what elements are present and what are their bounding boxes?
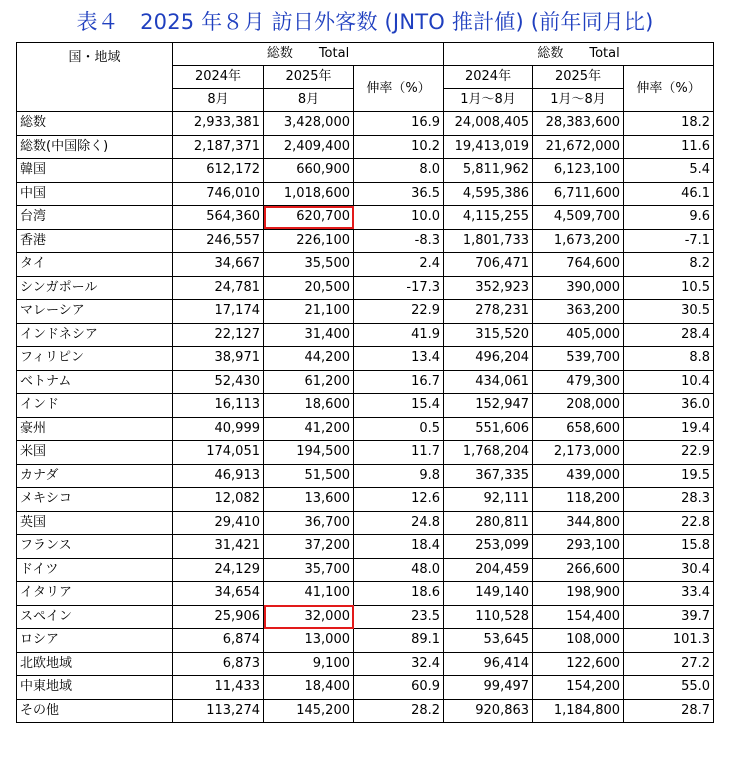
aug-2025-cell: 37,200 [264,535,354,559]
aug-2024-cell: 31,421 [173,535,264,559]
jan-aug-growth-rate-cell: 22.8 [624,511,714,535]
aug-2024-cell: 2,933,381 [173,112,264,136]
ytd-total-group-header: 総数 Total [444,43,714,66]
region-name-cell: イタリア [17,582,173,606]
region-name-cell: 北欧地域 [17,652,173,676]
aug-growth-rate-cell: -17.3 [354,276,444,300]
region-column-header: 国・地域 [17,43,173,112]
aug-2024-cell: 246,557 [173,229,264,253]
jan-aug-2024-cell: 280,811 [444,511,533,535]
jan-aug-2024-cell: 5,811,962 [444,159,533,183]
jan-aug-2025-cell: 208,000 [533,394,624,418]
jan-aug-growth-rate-cell: 28.3 [624,488,714,512]
aug-2025-cell: 660,900 [264,159,354,183]
jan-aug-2025-cell: 108,000 [533,629,624,653]
aug-growth-rate-cell: 32.4 [354,652,444,676]
jan-aug-2025-cell: 122,600 [533,652,624,676]
jan-aug-2024-cell: 253,099 [444,535,533,559]
aug-growth-rate-cell: 10.0 [354,206,444,230]
table-row [17,182,714,206]
jan-aug-2025-cell: 539,700 [533,347,624,371]
region-name-cell: インド [17,394,173,418]
aug-2024-cell: 22,127 [173,323,264,347]
aug-2024-cell: 746,010 [173,182,264,206]
aug-2024-cell: 29,410 [173,511,264,535]
jan-aug-2025-cell: 479,300 [533,370,624,394]
aug-growth-rate-cell: -8.3 [354,229,444,253]
jan-aug-2025-cell: 154,400 [533,605,624,629]
aug-2024-cell: 38,971 [173,347,264,371]
aug-2024-cell: 612,172 [173,159,264,183]
ytd-2025-period-header: 1月～8月 [533,89,624,112]
monthly-rate-header: 伸率（%） [354,66,444,112]
aug-2025-cell: 3,428,000 [264,112,354,136]
jan-aug-2024-cell: 4,595,386 [444,182,533,206]
aug-2025-cell: 31,400 [264,323,354,347]
aug-2025-cell: 35,500 [264,253,354,277]
jan-aug-growth-rate-cell: 28.4 [624,323,714,347]
jan-aug-2025-cell: 118,200 [533,488,624,512]
ytd-2024-period-header: 1月～8月 [444,89,533,112]
jan-aug-growth-rate-cell: 28.7 [624,699,714,723]
jan-aug-2024-cell: 1,801,733 [444,229,533,253]
aug-growth-rate-cell: 8.0 [354,159,444,183]
jan-aug-2025-cell: 6,123,100 [533,159,624,183]
region-name-cell: 米国 [17,441,173,465]
region-name-cell: カナダ [17,464,173,488]
jan-aug-2025-cell: 1,673,200 [533,229,624,253]
aug-2025-cell: 2,409,400 [264,135,354,159]
jan-aug-growth-rate-cell: 22.9 [624,441,714,465]
jan-aug-2025-cell: 658,600 [533,417,624,441]
jan-aug-growth-rate-cell: 46.1 [624,182,714,206]
aug-growth-rate-cell: 23.5 [354,605,444,629]
aug-2025-cell: 13,600 [264,488,354,512]
aug-growth-rate-cell: 15.4 [354,394,444,418]
region-name-cell: シンガポール [17,276,173,300]
aug-growth-rate-cell: 60.9 [354,676,444,700]
aug-growth-rate-cell: 0.5 [354,417,444,441]
table-row [17,229,714,253]
jan-aug-2025-cell: 198,900 [533,582,624,606]
region-name-cell: ドイツ [17,558,173,582]
monthly-total-group-header: 総数 Total [173,43,444,66]
jan-aug-2024-cell: 19,413,019 [444,135,533,159]
aug-2025-cell: 61,200 [264,370,354,394]
aug-growth-rate-cell: 24.8 [354,511,444,535]
jan-aug-2025-cell: 390,000 [533,276,624,300]
region-name-cell: タイ [17,253,173,277]
region-name-cell: インドネシア [17,323,173,347]
table-header [17,43,714,112]
jan-aug-2025-cell: 293,100 [533,535,624,559]
table-title: 表４ 2025 年８月 訪日外客数 (JNTO 推計値) (前年同月比) [76,10,654,34]
table-row [17,253,714,277]
aug-growth-rate-cell: 28.2 [354,699,444,723]
jan-aug-growth-rate-cell: 10.4 [624,370,714,394]
aug-growth-rate-cell: 89.1 [354,629,444,653]
table-row [17,511,714,535]
ytd-2025-year-header: 2025年 [533,66,624,89]
aug-2025-cell: 145,200 [264,699,354,723]
jan-aug-2024-cell: 551,606 [444,417,533,441]
jan-aug-growth-rate-cell: 55.0 [624,676,714,700]
table-row [17,323,714,347]
aug-2024-cell: 34,654 [173,582,264,606]
aug-2024-cell: 46,913 [173,464,264,488]
aug-2024-cell: 17,174 [173,300,264,324]
table-row [17,676,714,700]
aug-2025-cell: 41,200 [264,417,354,441]
region-name-cell: その他 [17,699,173,723]
jan-aug-growth-rate-cell: 11.6 [624,135,714,159]
jan-aug-2024-cell: 99,497 [444,676,533,700]
aug-2024-cell: 25,906 [173,605,264,629]
table-row [17,699,714,723]
jan-aug-2025-cell: 21,672,000 [533,135,624,159]
ytd-rate-header: 伸率（%） [624,66,714,112]
jan-aug-2024-cell: 278,231 [444,300,533,324]
aug-growth-rate-cell: 36.5 [354,182,444,206]
region-name-cell: 豪州 [17,417,173,441]
aug-2024-cell: 11,433 [173,676,264,700]
jan-aug-2024-cell: 204,459 [444,558,533,582]
table-body [17,112,714,723]
visitor-statistics-table [16,42,714,723]
jan-aug-growth-rate-cell: 27.2 [624,652,714,676]
table-row [17,300,714,324]
jan-aug-2024-cell: 920,863 [444,699,533,723]
aug-2024-cell: 52,430 [173,370,264,394]
aug-growth-rate-cell: 41.9 [354,323,444,347]
table-row [17,629,714,653]
aug-2024-cell: 564,360 [173,206,264,230]
aug-growth-rate-cell: 12.6 [354,488,444,512]
monthly-2025-year-header: 2025年 [264,66,354,89]
jan-aug-2024-cell: 96,414 [444,652,533,676]
table-row [17,441,714,465]
table-row [17,488,714,512]
aug-2025-cell: 620,700 [264,206,354,230]
monthly-2025-period-header: 8月 [264,89,354,112]
region-name-cell: ロシア [17,629,173,653]
aug-growth-rate-cell: 9.8 [354,464,444,488]
jan-aug-growth-rate-cell: 8.8 [624,347,714,371]
aug-2024-cell: 24,781 [173,276,264,300]
jan-aug-growth-rate-cell: 8.2 [624,253,714,277]
jan-aug-2025-cell: 405,000 [533,323,624,347]
aug-2024-cell: 40,999 [173,417,264,441]
jan-aug-2025-cell: 6,711,600 [533,182,624,206]
jan-aug-2025-cell: 439,000 [533,464,624,488]
jan-aug-2025-cell: 266,600 [533,558,624,582]
jan-aug-2024-cell: 1,768,204 [444,441,533,465]
aug-2025-cell: 18,400 [264,676,354,700]
aug-growth-rate-cell: 16.7 [354,370,444,394]
aug-growth-rate-cell: 11.7 [354,441,444,465]
jan-aug-2025-cell: 4,509,700 [533,206,624,230]
aug-2025-cell: 194,500 [264,441,354,465]
aug-2025-cell: 13,000 [264,629,354,653]
monthly-2024-period-header: 8月 [173,89,264,112]
jan-aug-2024-cell: 496,204 [444,347,533,371]
aug-2024-cell: 12,082 [173,488,264,512]
table-row [17,370,714,394]
region-name-cell: マレーシア [17,300,173,324]
table-row [17,464,714,488]
jan-aug-growth-rate-cell: 9.6 [624,206,714,230]
region-name-cell: 中東地域 [17,676,173,700]
aug-2024-cell: 2,187,371 [173,135,264,159]
jan-aug-growth-rate-cell: 36.0 [624,394,714,418]
jan-aug-2024-cell: 149,140 [444,582,533,606]
aug-2025-cell: 20,500 [264,276,354,300]
aug-2025-cell: 51,500 [264,464,354,488]
jan-aug-growth-rate-cell: 30.4 [624,558,714,582]
table-row [17,159,714,183]
jan-aug-2024-cell: 152,947 [444,394,533,418]
table-row [17,206,714,230]
aug-growth-rate-cell: 48.0 [354,558,444,582]
jan-aug-2025-cell: 1,184,800 [533,699,624,723]
table-row [17,276,714,300]
aug-2025-cell: 36,700 [264,511,354,535]
ytd-2024-year-header: 2024年 [444,66,533,89]
jan-aug-growth-rate-cell: 19.4 [624,417,714,441]
table-row [17,652,714,676]
region-name-cell: フィリピン [17,347,173,371]
region-name-cell: 総数(中国除く) [17,135,173,159]
aug-2025-cell: 41,100 [264,582,354,606]
region-name-cell: 台湾 [17,206,173,230]
jan-aug-growth-rate-cell: 33.4 [624,582,714,606]
jan-aug-2024-cell: 53,645 [444,629,533,653]
table-row [17,535,714,559]
jan-aug-growth-rate-cell: 30.5 [624,300,714,324]
table-row [17,558,714,582]
region-name-cell: ベトナム [17,370,173,394]
jan-aug-growth-rate-cell: 101.3 [624,629,714,653]
jan-aug-2024-cell: 92,111 [444,488,533,512]
aug-growth-rate-cell: 16.9 [354,112,444,136]
jan-aug-2025-cell: 2,173,000 [533,441,624,465]
monthly-2024-year-header: 2024年 [173,66,264,89]
aug-growth-rate-cell: 18.6 [354,582,444,606]
jan-aug-growth-rate-cell: 19.5 [624,464,714,488]
aug-2025-cell: 21,100 [264,300,354,324]
region-name-cell: フランス [17,535,173,559]
aug-2025-cell: 226,100 [264,229,354,253]
aug-2024-cell: 174,051 [173,441,264,465]
aug-2025-cell: 44,200 [264,347,354,371]
aug-growth-rate-cell: 18.4 [354,535,444,559]
table-row [17,112,714,136]
region-name-cell: 総数 [17,112,173,136]
jan-aug-growth-rate-cell: -7.1 [624,229,714,253]
aug-2025-cell: 35,700 [264,558,354,582]
aug-growth-rate-cell: 2.4 [354,253,444,277]
jan-aug-2025-cell: 344,800 [533,511,624,535]
aug-2024-cell: 6,873 [173,652,264,676]
jan-aug-2025-cell: 28,383,600 [533,112,624,136]
jan-aug-growth-rate-cell: 39.7 [624,605,714,629]
jan-aug-2024-cell: 352,923 [444,276,533,300]
aug-2024-cell: 113,274 [173,699,264,723]
aug-growth-rate-cell: 13.4 [354,347,444,371]
aug-2024-cell: 16,113 [173,394,264,418]
table-row [17,394,714,418]
table-row [17,582,714,606]
jan-aug-2024-cell: 110,528 [444,605,533,629]
jan-aug-growth-rate-cell: 18.2 [624,112,714,136]
region-name-cell: 韓国 [17,159,173,183]
region-name-cell: 中国 [17,182,173,206]
jan-aug-2024-cell: 4,115,255 [444,206,533,230]
aug-2024-cell: 34,667 [173,253,264,277]
aug-2024-cell: 24,129 [173,558,264,582]
jan-aug-growth-rate-cell: 5.4 [624,159,714,183]
region-name-cell: スペイン [17,605,173,629]
jan-aug-growth-rate-cell: 10.5 [624,276,714,300]
jan-aug-2024-cell: 367,335 [444,464,533,488]
aug-growth-rate-cell: 10.2 [354,135,444,159]
jan-aug-2024-cell: 24,008,405 [444,112,533,136]
jan-aug-2025-cell: 154,200 [533,676,624,700]
region-name-cell: メキシコ [17,488,173,512]
aug-2025-cell: 32,000 [264,605,354,629]
jan-aug-2025-cell: 363,200 [533,300,624,324]
table-row [17,135,714,159]
aug-2025-cell: 9,100 [264,652,354,676]
aug-growth-rate-cell: 22.9 [354,300,444,324]
jan-aug-2024-cell: 434,061 [444,370,533,394]
region-name-cell: 英国 [17,511,173,535]
jan-aug-2025-cell: 764,600 [533,253,624,277]
aug-2024-cell: 6,874 [173,629,264,653]
region-name-cell: 香港 [17,229,173,253]
jan-aug-2024-cell: 706,471 [444,253,533,277]
aug-2025-cell: 1,018,600 [264,182,354,206]
table-row [17,417,714,441]
aug-2025-cell: 18,600 [264,394,354,418]
table-row [17,605,714,629]
table-row [17,347,714,371]
jan-aug-2024-cell: 315,520 [444,323,533,347]
jan-aug-growth-rate-cell: 15.8 [624,535,714,559]
